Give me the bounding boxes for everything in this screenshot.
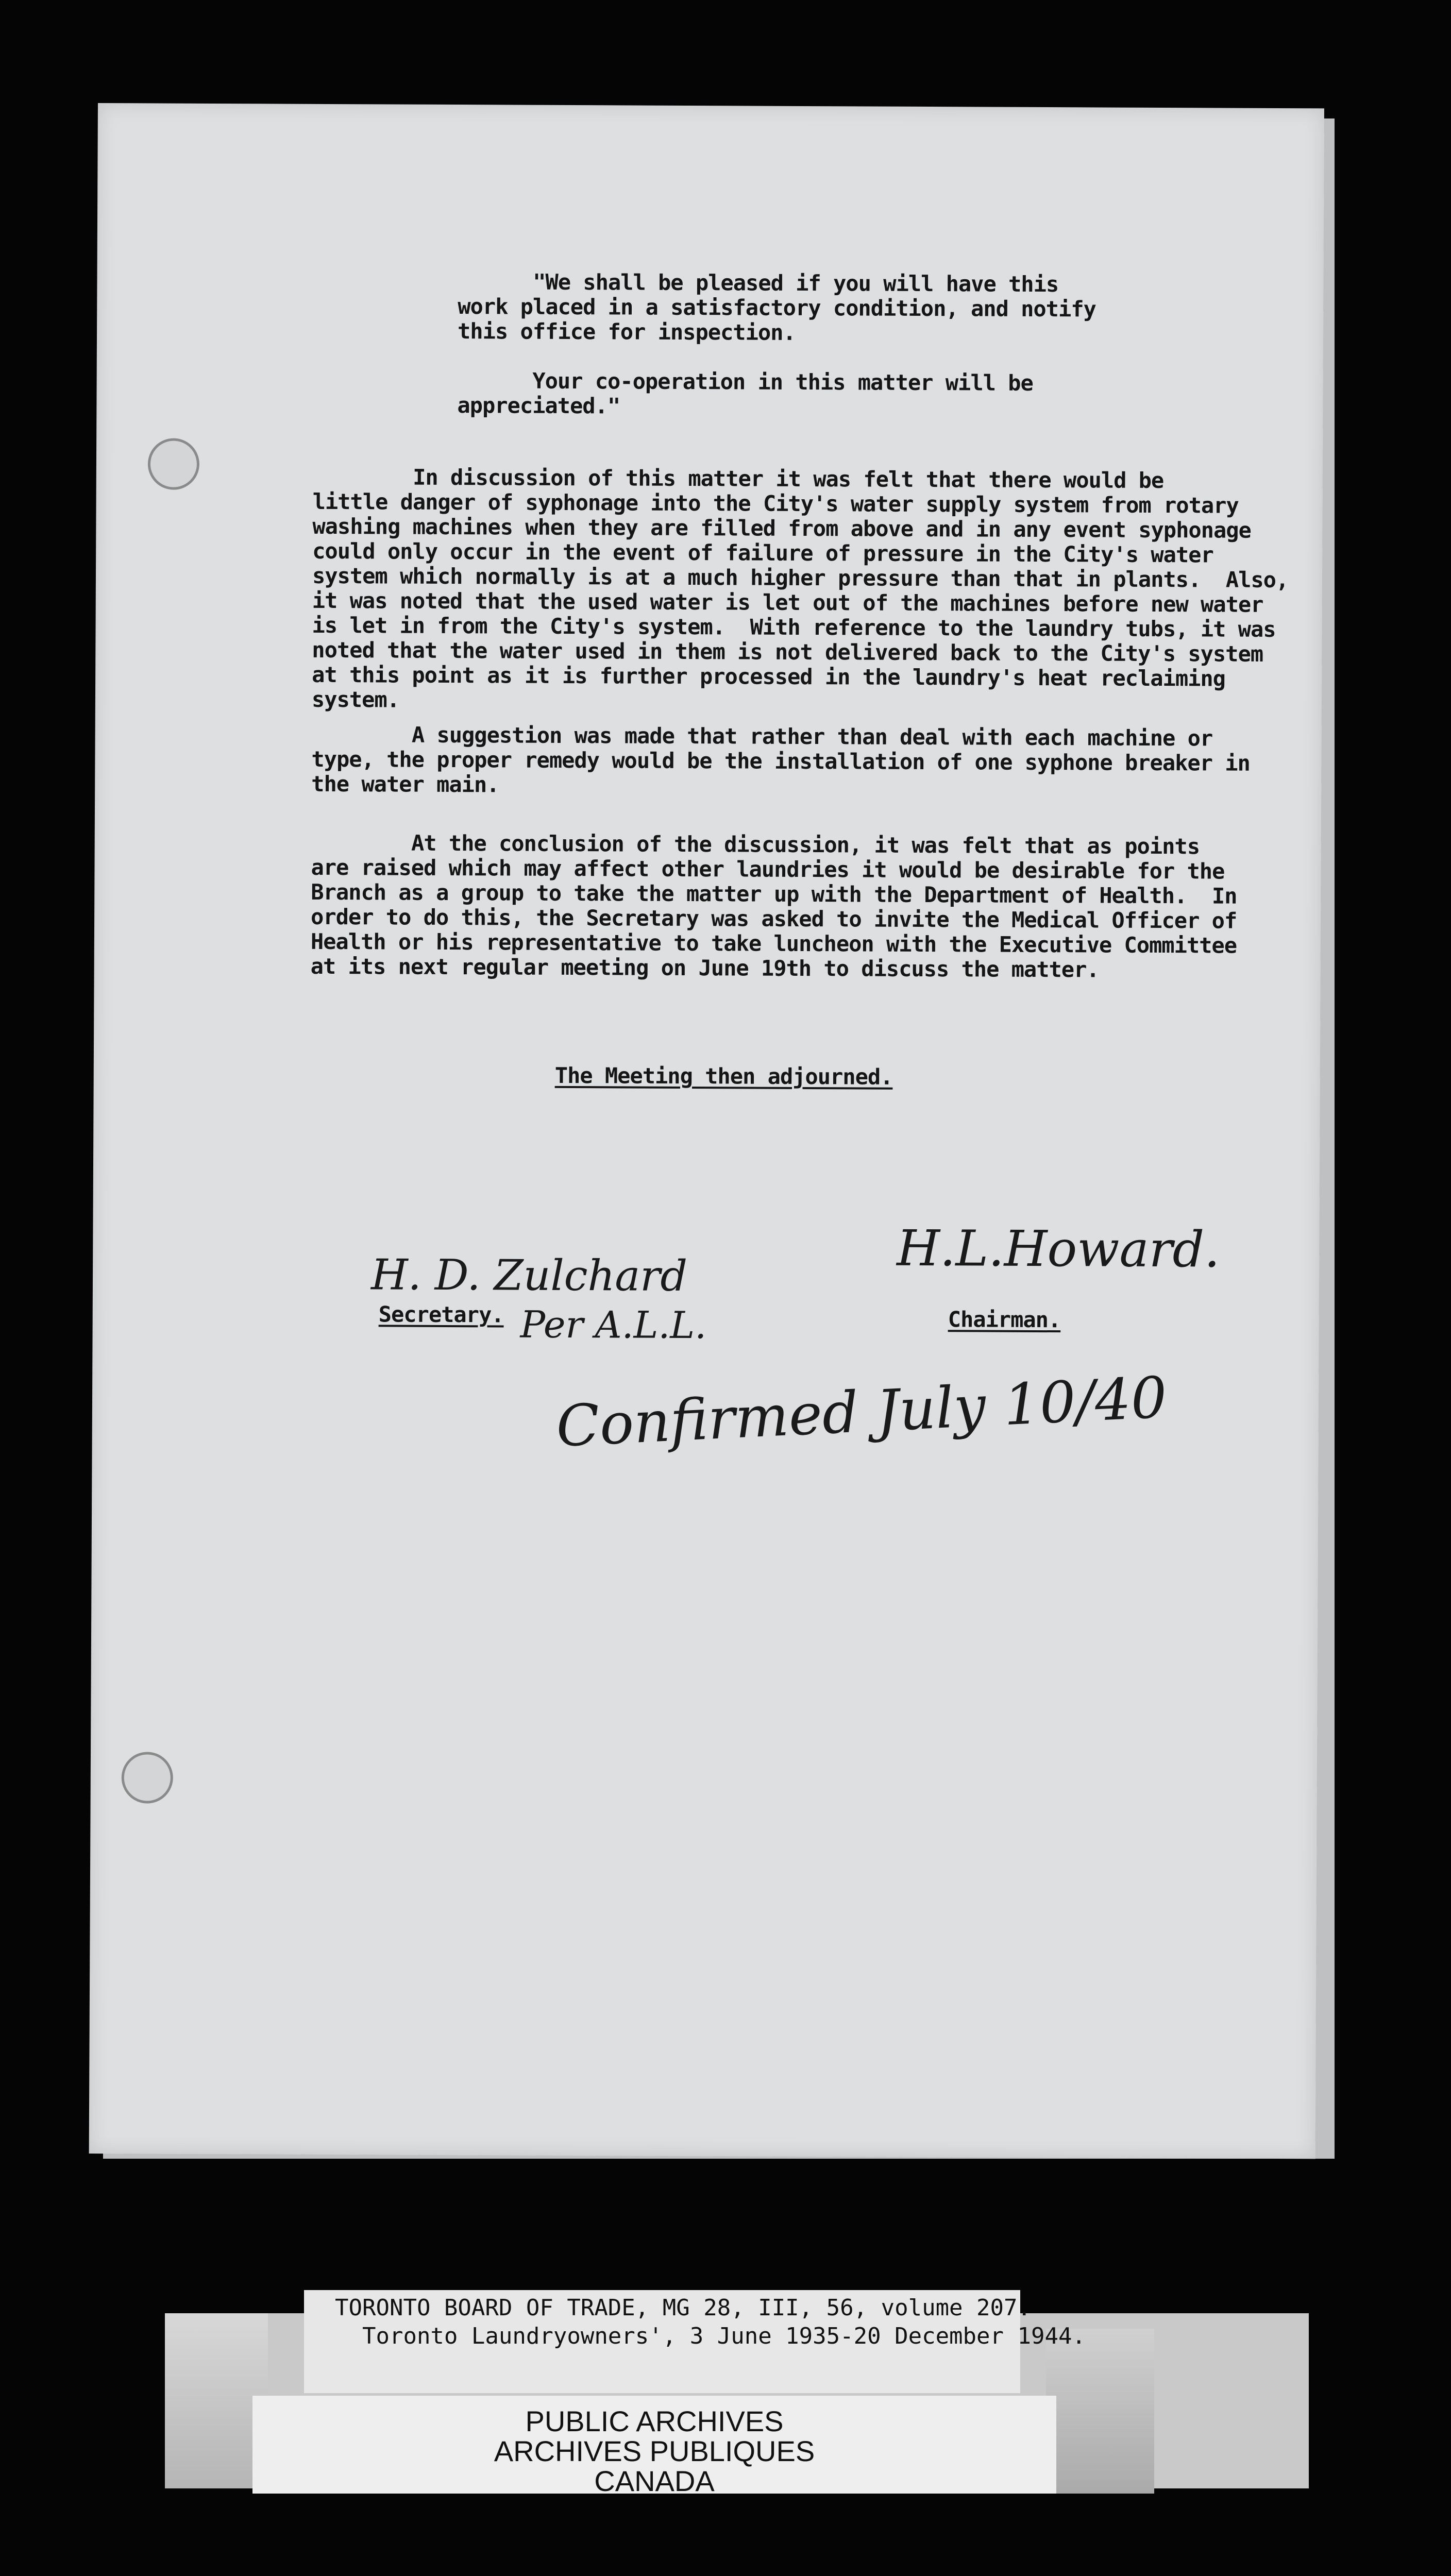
text-line: noted that the water used in them is not delivered back to the City's system <box>312 637 1263 667</box>
archive-tag-right-flap <box>1046 2329 1154 2494</box>
archives-name-fr: ARCHIVES PUBLIQUES <box>494 2435 815 2467</box>
text-line: could only occur in the event of failure of pressure in the City's water <box>312 538 1213 568</box>
text-line: this office for inspection. <box>457 318 796 345</box>
text-line: order to do this, the Secretary was asked to invite the Medical Officer of <box>311 904 1237 934</box>
archives-country: CANADA <box>594 2465 715 2497</box>
text-line: At the conclusion of the discussion, it was felt that as points <box>311 829 1200 859</box>
per-initials: Per A.L.L. <box>520 1302 707 1347</box>
document-page <box>89 103 1324 2159</box>
adjourned-line: The Meeting then adjourned. <box>554 1062 893 1090</box>
text-line: little danger of syphonage into the City's water supply system from rotary <box>312 488 1239 518</box>
text-line: it was noted that the used water is let out of the machines before new water <box>312 587 1263 617</box>
secretary-signature: H. D. Zulchard <box>370 1250 688 1301</box>
text-line: Branch as a group to take the matter up with the Department of Health. In <box>311 879 1237 909</box>
text-line: the water main. <box>311 771 499 798</box>
text-line: In discussion of this matter it was felt that there would be <box>312 464 1164 494</box>
chairman-label: Chairman. <box>948 1307 1061 1333</box>
punch-hole-bottom <box>122 1752 173 1803</box>
text-line: appreciated." <box>457 393 620 419</box>
text-line: Your co-operation in this matter will be <box>457 368 1033 396</box>
text-line: at this point as it is further processed in the laundry's heat reclaiming <box>312 662 1226 691</box>
chairman-signature: H.L.Howard. <box>897 1219 1220 1279</box>
text-line: washing machines when they are filled from above and in any event syphonage <box>312 513 1251 543</box>
text-line: at its next regular meeting on June 19th to discuss the matter. <box>310 953 1099 982</box>
archive-reference-line1: TORONTO BOARD OF TRADE, MG 28, III, 56, volume 207. <box>335 2295 1032 2321</box>
text-line: "We shall be pleased if you will have this <box>458 269 1059 297</box>
paragraph-suggestion <box>311 722 1250 801</box>
archive-reference-line2: Toronto Laundryowners', 3 June 1935-20 December 1944. <box>335 2323 1086 2349</box>
text-line: system. <box>311 686 400 713</box>
secretary-label: Secretary. <box>378 1301 504 1328</box>
text-line: is let in from the City's system. With reference to the laundry tubs, it was <box>312 612 1276 642</box>
text-line: work placed in a satisfactory condition, and notify <box>458 294 1096 322</box>
paragraph-conclusion <box>311 831 1237 983</box>
text-line: A suggestion was made that rather than deal with each machine or <box>311 721 1213 751</box>
quoted-letter-text <box>457 269 1096 420</box>
paragraph-discussion <box>312 465 1289 716</box>
text-line: are raised which may affect other laundries it would be desirable for the <box>311 854 1225 884</box>
text-line: type, the proper remedy would be the installation of one syphone breaker in <box>311 746 1251 776</box>
confirmed-handwritten-note: Confirmed July 10/40 <box>554 1364 1169 1460</box>
text-line: system which normally is at a much higher pressure than that in plants. Also, <box>312 563 1289 593</box>
archives-name-en: PUBLIC ARCHIVES <box>525 2405 784 2437</box>
punch-hole-top <box>148 438 199 489</box>
text-line <box>458 344 1096 371</box>
text-line: Health or his representative to take luncheon with the Executive Committee <box>310 928 1237 958</box>
